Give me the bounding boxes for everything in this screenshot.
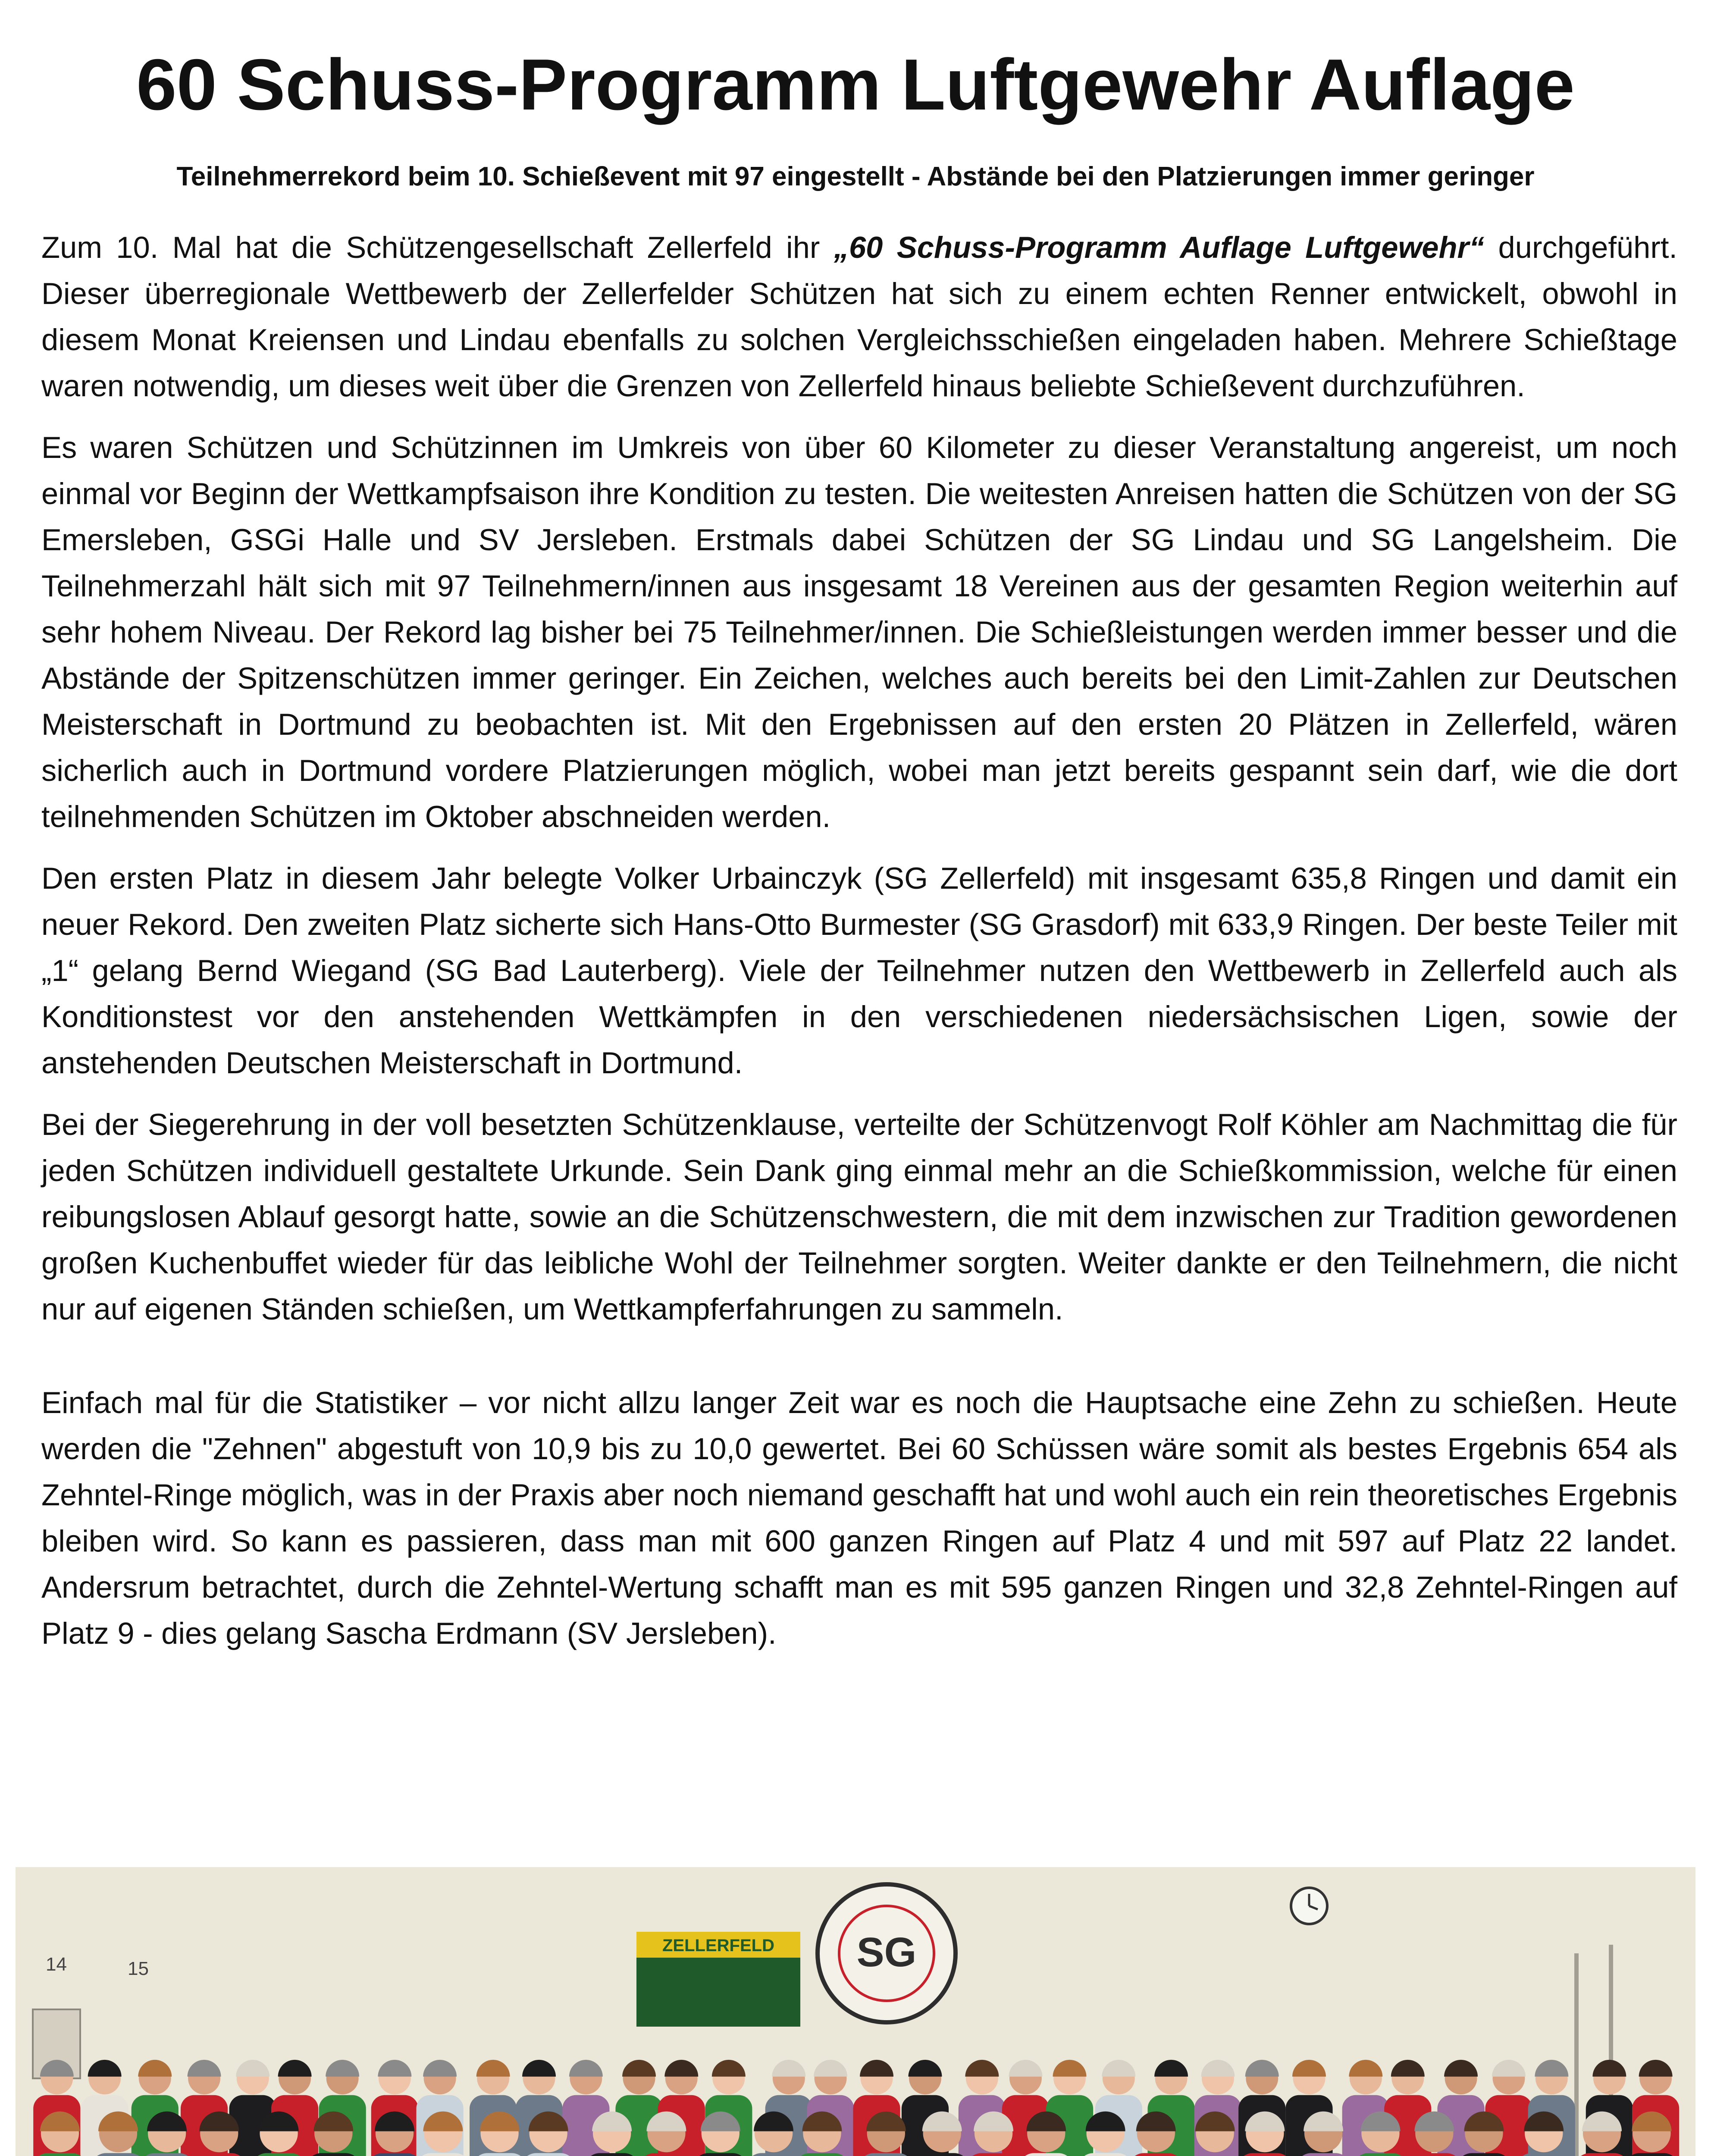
club-banner-text: ZELLERFELD	[662, 1936, 774, 1955]
group-photo	[16, 1867, 1695, 2156]
paragraph-1-intro: Zum 10. Mal hat die Schützengesellschaft Zellerfeld ihr	[41, 230, 834, 264]
paragraph-5: Einfach mal für die Statistiker – vor nicht allzu langer Zeit war es noch die Hauptsache eine Zehn zu schießen. Heute werden die "Zehnen" abgestuft von 10,9 bis zu 10,0 gewertet. Bei 60 Schüssen wäre somit als bestes Ergebnis 654 als Zehntel-Ringe möglich, was in der Praxis aber noch niemand geschafft hat und wohl auch ein rein theoretisches Ergebnis bleiben wird. So kann es passieren, dass man mit 600 ganzen Ringen auf Platz 4 und mit 597 auf Platz 22 landet. Andersrum betrachtet, durch die Zehntel-Wertung schafft man es mit 595 ganzen Ringen und 32,8 Zehntel-Ringen auf Platz 9 - dies gelang Sascha Erdmann (SV Jersleben).	[41, 1385, 1677, 1650]
event-title-reference: „60 Schuss-Programm Auflage Luftgewehr“	[834, 230, 1485, 264]
paragraph-1-rest: durchgeführt. Dieser überregionale Wettbewerb der Zellerfelder Schützen hat sich zu einem echten Renner entwickelt, obwohl in diesem Monat Kreiensen und Lindau ebenfalls zu solchen Vergleichsschießen eingeladen haben. Mehrere Schießtage waren notwendig, um dieses weit über die Grenzen von Zellerfeld hinaus beliebte Schießevent durchzuführen.	[41, 230, 1677, 403]
paragraph-4: Bei der Siegerehrung in der voll besetzten Schützenklause, verteilte der Schützenvogt Rolf Köhler am Nachmittag die für jeden Schützen individuell gestaltete Urkunde. Sein Dank ging einmal mehr an die Schießkommission, welche für einen reibungslosen Ablauf gesorgt hatte, sowie an die Schützenschwestern, die mit dem inzwischen zur Tradition gewordenen großen Kuchenbuffet wieder für das leibliche Wohl der Teilnehmer sorgten. Weiter dankte er den Teilnehmern, die nicht nur auf eigenen Ständen schießen, um Wettkampferfahrungen zu sammeln.	[41, 1107, 1677, 1326]
club-emblem-text: SG	[856, 1929, 917, 1975]
article-body	[41, 224, 1677, 1672]
page-title: 60 Schuss-Programm Luftgewehr Auflage	[136, 44, 1575, 125]
page-subtitle: Teilnehmerrekord beim 10. Schießevent mit 97 eingestellt - Abstände bei den Platzierungen immer geringer	[176, 162, 1535, 191]
paragraph-2: Es waren Schützen und Schützinnen im Umkreis von über 60 Kilometer zu dieser Veranstaltung angereist, um noch einmal vor Beginn der Wettkampfsaison ihre Kondition zu testen. Die weitesten Anreisen hatten die Schützen von der SG Emersleben, GSGi Halle und SV Jersleben. Erstmals dabei Schützen der SG Lindau und SG Langelsheim. Die Teilnehmerzahl hält sich mit 97 Teilnehmern/innen aus insgesamt 18 Vereinen aus der gesamten Region weiterhin auf sehr hohem Niveau. Der Rekord lag bisher bei 75 Teilnehmer/innen. Die Schießleistungen werden immer besser und die Abstände der Spitzenschützen immer geringer. Ein Zeichen, welches auch bereits bei den Limit-Zahlen zur Deutschen Meisterschaft in Dortmund zu beobachten ist. Mit den Ergebnissen auf den ersten 20 Plätzen in Zellerfeld, wären sicherlich auch in Dortmund vordere Platzierungen möglich, wobei man jetzt bereits gespannt sein darf, wie die dort teilnehmenden Schützen im Oktober abschneiden werden.	[41, 430, 1677, 834]
lane-number-14: 14	[46, 1954, 67, 1975]
lane-number-15: 15	[128, 1958, 149, 1979]
group-photo-illustration	[16, 1867, 1695, 2156]
paragraph-1	[41, 224, 1677, 409]
paragraph-3: Den ersten Platz in diesem Jahr belegte Volker Urbainczyk (SG Zellerfeld) mit insgesamt 635,8 Ringen und damit ein neuer Rekord. Den zweiten Platz sicherte sich Hans-Otto Burmester (SG Grasdorf) mit 633,9 Ringen. Der beste Teiler mit „1“ gelang Bernd Wiegand (SG Bad Lauterberg). Viele der Teilnehmer nutzen den Wettbewerb in Zellerfeld auch als Konditionstest vor den anstehenden Wettkämpfen in den verschiedenen niedersächsischen Ligen, sowie der anstehenden Deutschen Meisterschaft in Dortmund.	[41, 861, 1677, 1080]
